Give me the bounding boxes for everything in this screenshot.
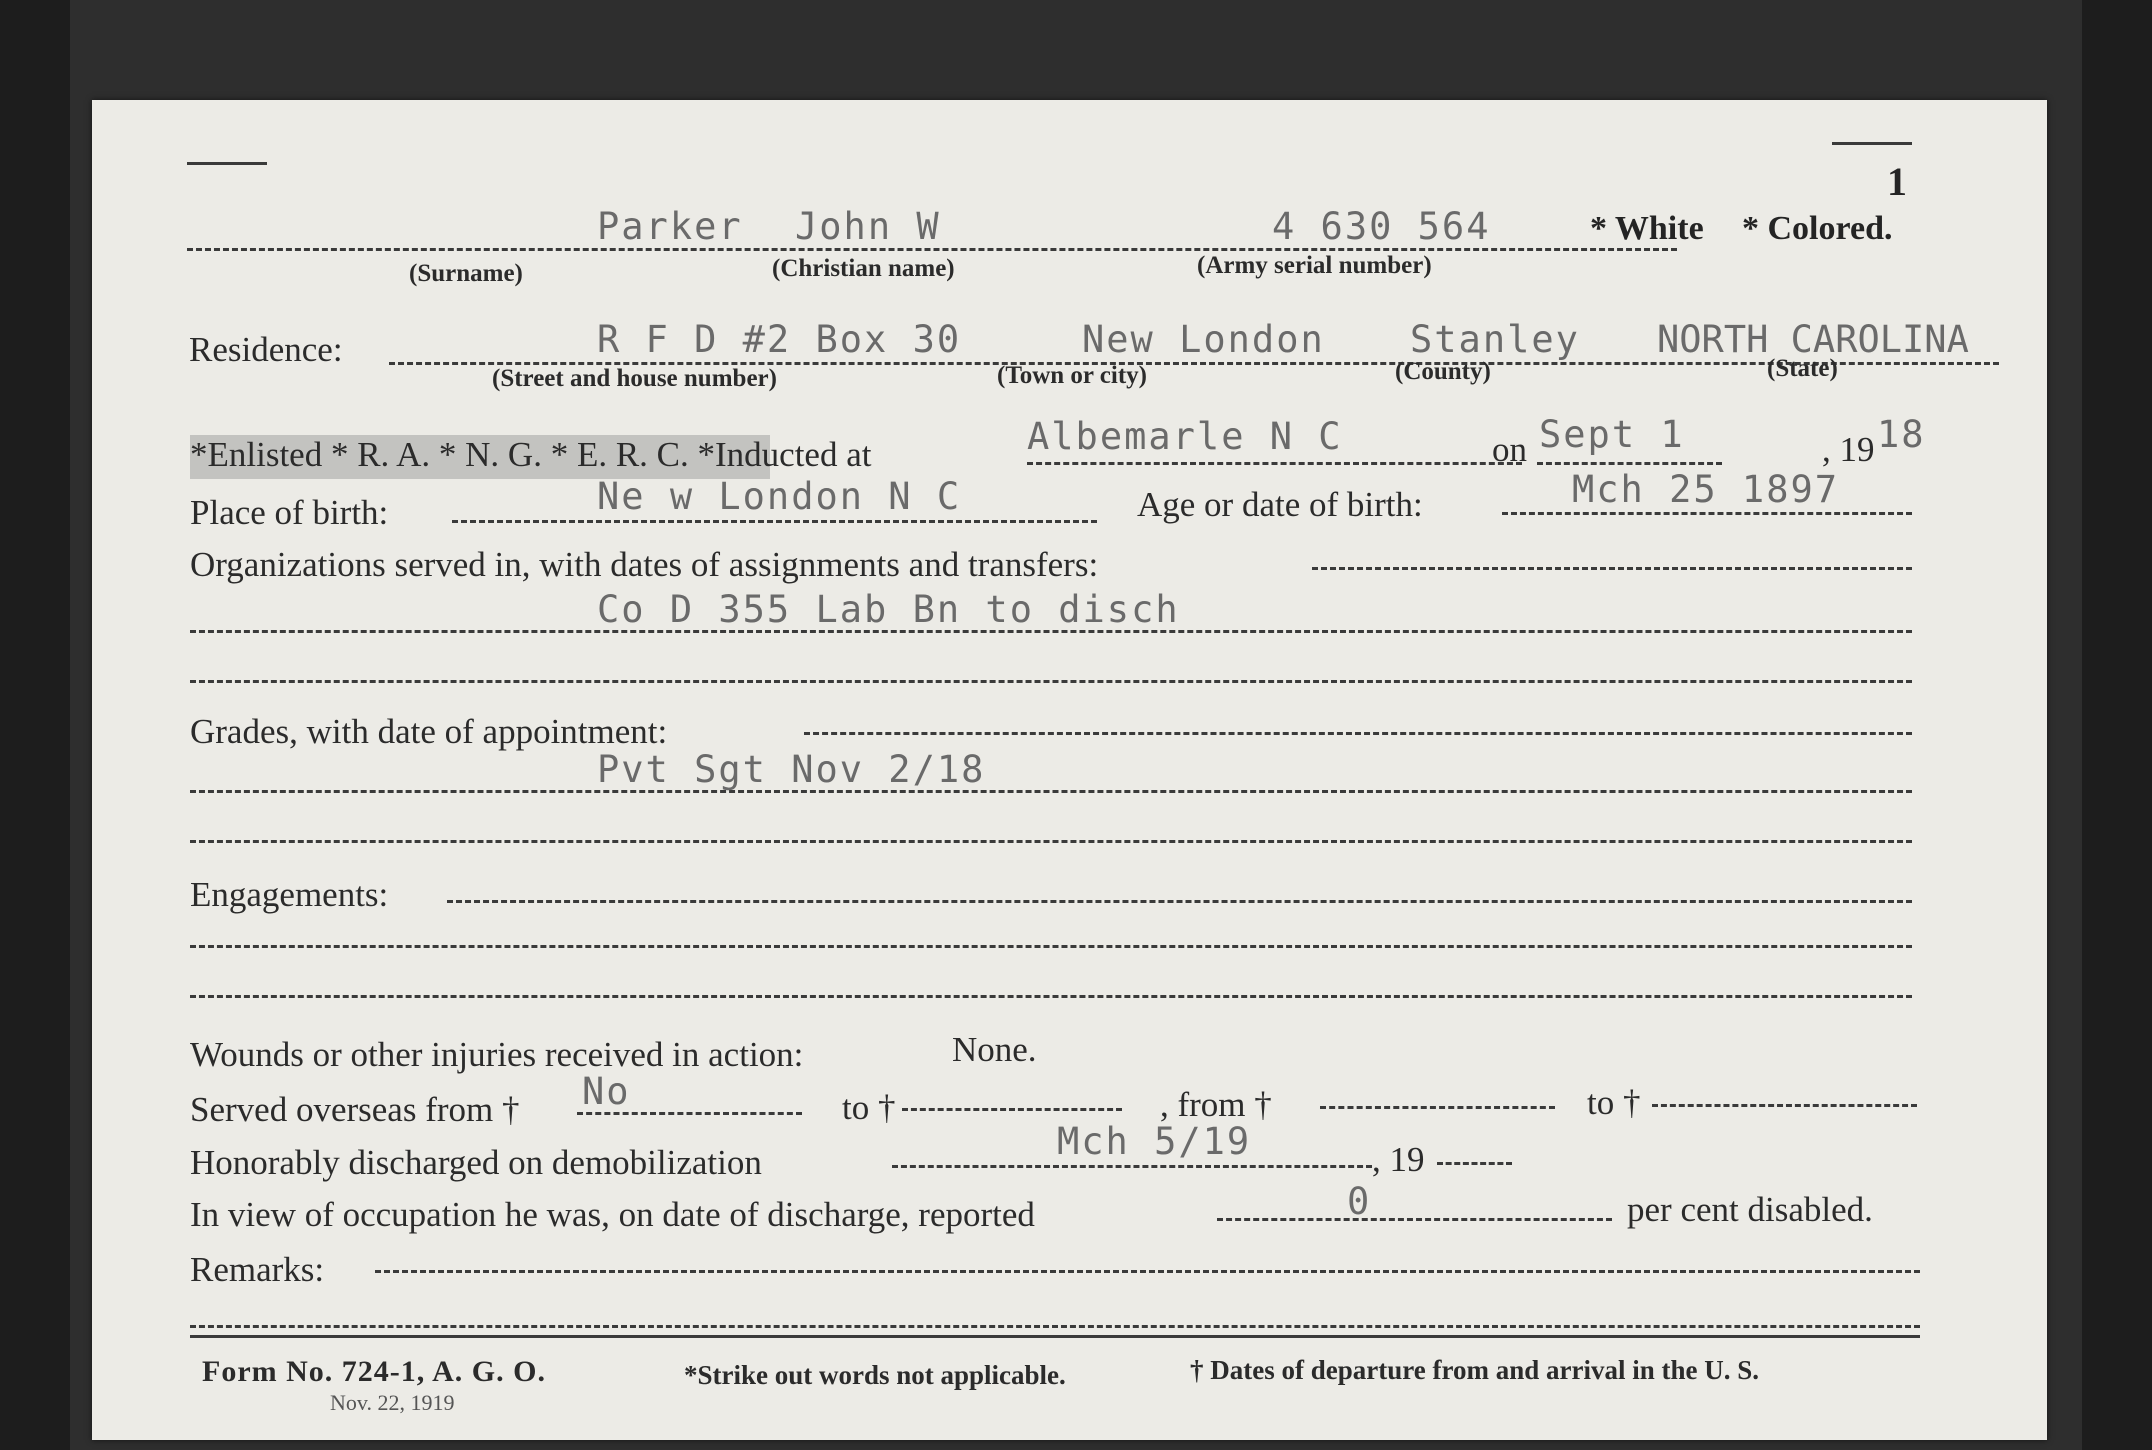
overseas-to-line-2 bbox=[1652, 1104, 1917, 1107]
state-caption: (State) bbox=[1767, 355, 1838, 382]
discharge-label: Honorably discharged on demobilization bbox=[190, 1143, 762, 1182]
residence-street: R F D #2 Box 30 bbox=[597, 318, 962, 361]
engagements-line-1 bbox=[447, 900, 1912, 903]
overseas-to-line-1 bbox=[902, 1108, 1122, 1111]
induction-date-line bbox=[1537, 462, 1722, 465]
race-colored: * Colored. bbox=[1742, 210, 1893, 247]
induction-date: Sept 1 bbox=[1539, 413, 1685, 456]
form-date: Nov. 22, 1919 bbox=[330, 1390, 455, 1415]
discharge-date-value: Mch 5/19 bbox=[1057, 1120, 1252, 1163]
wounds-value: None. bbox=[952, 1030, 1037, 1069]
overseas-from-value: No bbox=[582, 1070, 631, 1113]
discharge-year-line bbox=[1437, 1162, 1512, 1165]
residence-state: NORTH CAROLINA bbox=[1657, 318, 1969, 361]
engagements-line-2 bbox=[190, 945, 1912, 948]
grades-line-1 bbox=[804, 732, 1912, 735]
remarks-label: Remarks: bbox=[190, 1250, 325, 1289]
scan-border-right bbox=[2082, 0, 2152, 1450]
name-line bbox=[187, 248, 1677, 251]
card-number: 1 bbox=[1887, 159, 1907, 204]
grades-value: Pvt Sgt Nov 2/18 bbox=[597, 748, 986, 791]
remarks-line-2 bbox=[190, 1325, 1920, 1328]
footer-note-strike: *Strike out words not applicable. bbox=[684, 1360, 1066, 1390]
birth-date-value: Mch 25 1897 bbox=[1572, 468, 1840, 511]
grades-line-2 bbox=[190, 790, 1912, 793]
birth-date-line bbox=[1502, 512, 1912, 515]
service-record-card bbox=[92, 100, 2047, 1440]
residence-town: New London bbox=[1082, 318, 1325, 361]
organizations-line-1 bbox=[1312, 567, 1912, 570]
serial-caption: (Army serial number) bbox=[1197, 252, 1432, 279]
grades-label: Grades, with date of appointment: bbox=[190, 712, 668, 751]
serial-number-value: 4 630 564 bbox=[1272, 205, 1491, 248]
grades-line-3 bbox=[190, 840, 1912, 843]
remarks-line-3 bbox=[190, 1335, 1920, 1338]
surname-value: Parker bbox=[597, 205, 743, 248]
disability-suffix: per cent disabled. bbox=[1627, 1190, 1873, 1229]
disability-label: In view of occupation he was, on date of discharge, reported bbox=[190, 1195, 1035, 1234]
engagements-label: Engagements: bbox=[190, 875, 389, 914]
overseas-from-2: , from † bbox=[1160, 1085, 1272, 1124]
organizations-label: Organizations served in, with dates of assignments and transfers: bbox=[190, 545, 1099, 584]
overseas-to-1: to † bbox=[842, 1088, 896, 1127]
top-left-rule bbox=[187, 162, 267, 165]
birth-place-label: Place of birth: bbox=[190, 493, 389, 532]
induction-place-line bbox=[1027, 462, 1522, 465]
disability-value: 0 bbox=[1347, 1180, 1372, 1223]
induction-year-suffix: 18 bbox=[1877, 413, 1926, 456]
organizations-line-3 bbox=[190, 680, 1912, 683]
induction-on-label: on bbox=[1492, 430, 1527, 469]
induction-place: Albemarle N C bbox=[1027, 415, 1343, 458]
footer-note-dates: † Dates of departure from and arrival in the U. S. bbox=[1190, 1355, 1759, 1385]
overseas-from-line-2 bbox=[1320, 1106, 1555, 1109]
surname-caption: (Surname) bbox=[409, 260, 523, 287]
street-caption: (Street and house number) bbox=[492, 365, 777, 392]
disability-line bbox=[1217, 1218, 1612, 1221]
residence-county: Stanley bbox=[1410, 318, 1580, 361]
overseas-to-2: to † bbox=[1587, 1083, 1641, 1122]
birth-date-label: Age or date of birth: bbox=[1137, 485, 1423, 524]
induction-year-prefix: , 19 bbox=[1822, 430, 1875, 469]
top-right-rule bbox=[1832, 142, 1912, 145]
induction-label: *Enlisted * R. A. * N. G. * E. R. C. *Inducted at bbox=[190, 435, 872, 474]
discharge-date-line bbox=[892, 1165, 1372, 1168]
wounds-label: Wounds or other injuries received in action: bbox=[190, 1035, 804, 1074]
overseas-label: Served overseas from † bbox=[190, 1090, 520, 1129]
birth-place-line bbox=[452, 520, 1097, 523]
remarks-line-1 bbox=[375, 1270, 1920, 1273]
christian-caption: (Christian name) bbox=[772, 255, 955, 282]
scan-border-left bbox=[0, 0, 70, 1450]
christian-name-value: John W bbox=[795, 205, 941, 248]
town-caption: (Town or city) bbox=[997, 362, 1147, 389]
organizations-value: Co D 355 Lab Bn to disch bbox=[597, 588, 1180, 631]
engagements-line-3 bbox=[190, 995, 1912, 998]
residence-label: Residence: bbox=[189, 330, 343, 369]
discharge-year: , 19 bbox=[1372, 1140, 1425, 1179]
race-white: * White bbox=[1590, 210, 1704, 247]
birth-place-value: Ne w London N C bbox=[597, 475, 962, 518]
county-caption: (County) bbox=[1395, 358, 1491, 385]
form-number: Form No. 724-1, A. G. O. bbox=[202, 1355, 546, 1388]
